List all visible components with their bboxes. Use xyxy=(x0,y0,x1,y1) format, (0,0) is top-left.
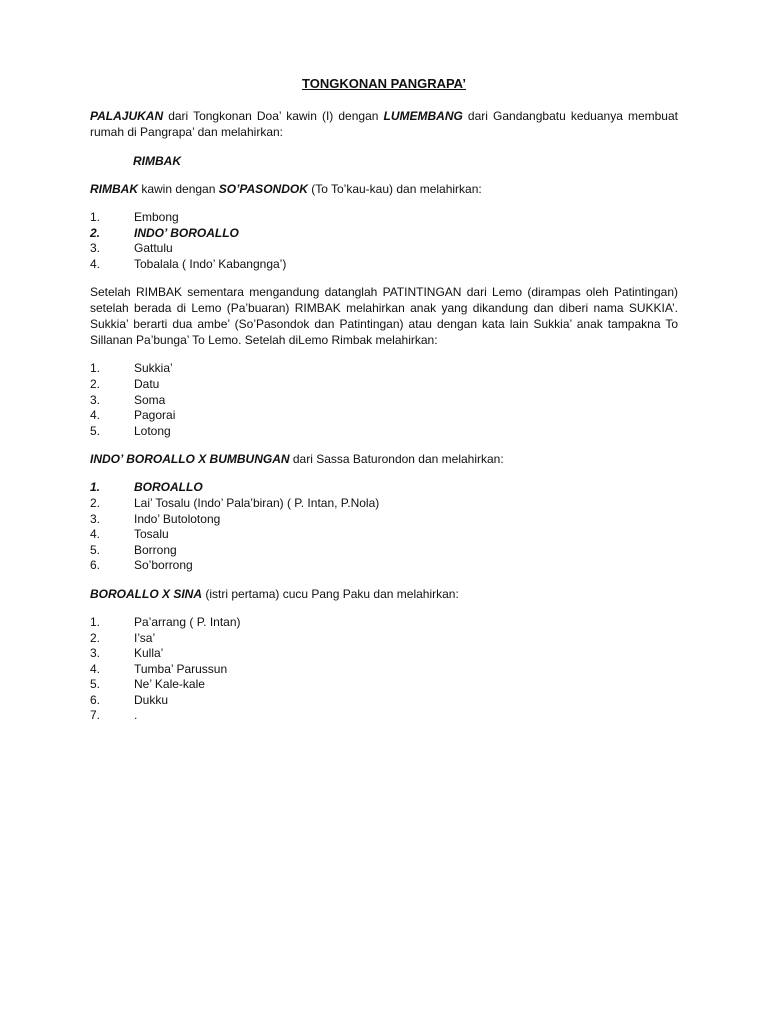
list-item-number: 2. xyxy=(90,225,101,240)
list-item xyxy=(90,693,678,709)
list-item xyxy=(90,393,678,409)
list-item-number: 3. xyxy=(90,511,101,526)
list-item-number: 5. xyxy=(90,423,101,438)
list-item-text: . xyxy=(134,708,138,723)
list-item-number: 4. xyxy=(90,527,101,542)
list-item xyxy=(90,646,678,662)
list-item xyxy=(90,241,678,257)
list-item xyxy=(90,257,678,273)
list-item-number: 1. xyxy=(90,480,101,495)
children-list-1 xyxy=(90,210,678,272)
list-item-number: 2. xyxy=(90,495,101,510)
paragraph-text: kawin dengan xyxy=(138,182,219,196)
list-item-text: Tobalala ( Indo’ Kabangnga’) xyxy=(134,256,287,271)
list-item-text: Lotong xyxy=(134,423,171,438)
list-item-text: Dukku xyxy=(134,692,169,707)
list-item-number: 6. xyxy=(90,692,101,707)
list-item-number: 4. xyxy=(90,256,101,271)
list-item-number: 2. xyxy=(90,630,101,645)
couple-name: BOROALLO X SINA xyxy=(90,586,203,601)
document-page xyxy=(90,76,678,736)
paragraph-text: dari Sassa Baturondon dan melahirkan: xyxy=(289,452,504,467)
list-item-text: Borrong xyxy=(134,542,177,557)
list-item-text: Ne’ Kale-kale xyxy=(134,677,205,692)
list-item-number: 6. xyxy=(90,558,101,573)
list-item-text: Tosalu xyxy=(134,527,169,542)
list-item-number: 5. xyxy=(90,542,101,557)
list-item xyxy=(90,408,678,424)
list-item xyxy=(90,210,678,226)
paragraph-intro xyxy=(90,108,678,140)
paragraph-text: dari Gandangbatu keduanya membuat rumah di Pangrapa’ dan melahirkan: xyxy=(90,109,678,139)
paragraph-text: (istri pertama) cucu Pang Paku dan melahirkan: xyxy=(202,586,459,601)
list-item-text: INDO’ BOROALLO xyxy=(134,225,239,240)
list-item-text: So’borrong xyxy=(134,558,193,573)
list-item-number: 3. xyxy=(90,646,101,661)
list-item xyxy=(90,662,678,678)
list-item-number: 1. xyxy=(90,210,101,224)
list-item-text: Soma xyxy=(134,392,166,407)
paragraph-indo-boroallo xyxy=(90,451,678,467)
person-name: RIMBAK xyxy=(90,182,138,196)
list-item xyxy=(90,480,678,496)
list-item xyxy=(90,677,678,693)
children-list-3 xyxy=(90,480,678,574)
list-item xyxy=(90,527,678,543)
list-item-text: Gattulu xyxy=(134,241,173,256)
child-name: RIMBAK xyxy=(133,154,181,168)
list-item-text: I’sa’ xyxy=(134,630,156,645)
list-item-number: 7. xyxy=(90,708,101,723)
couple-name: INDO’ BOROALLO X BUMBUNGAN xyxy=(90,452,290,467)
list-item-number: 1. xyxy=(90,614,101,629)
paragraph-text: dari Tongkonan Doa’ kawin (I) dengan xyxy=(163,109,384,123)
list-item-number: 2. xyxy=(90,376,101,391)
person-name: LUMEMBANG xyxy=(383,109,463,123)
list-item xyxy=(90,543,678,559)
list-item xyxy=(90,361,678,377)
list-item xyxy=(90,558,678,574)
list-item-text: Indo’ Butolotong xyxy=(134,511,221,526)
list-item-text: Embong xyxy=(134,210,179,224)
children-list-4 xyxy=(90,615,678,724)
list-item xyxy=(90,631,678,647)
list-item-text: Kulla’ xyxy=(134,646,164,661)
list-item-number: 3. xyxy=(90,241,101,256)
list-item xyxy=(90,377,678,393)
list-item-text: Lai’ Tosalu (Indo’ Pala’biran) ( P. Intan, P.Nola) xyxy=(134,495,380,510)
person-name: SO’PASONDOK xyxy=(218,182,308,196)
list-item-number: 5. xyxy=(90,677,101,692)
list-item-number: 3. xyxy=(90,392,101,407)
list-item-text: Tumba’ Parussun xyxy=(134,661,228,676)
list-item xyxy=(90,424,678,440)
paragraph-rimbak xyxy=(90,181,678,197)
paragraph-text: (To To’kau-kau) dan melahirkan: xyxy=(307,182,482,196)
list-item xyxy=(90,512,678,528)
list-item-text: Datu xyxy=(134,376,160,391)
person-name: PALAJUKAN xyxy=(90,109,164,123)
paragraph-patintingan: Setelah RIMBAK sementara mengandung datanglah PATINTINGAN dari Lemo (dirampas oleh Patintingan) setelah berada di Lemo (Pa’buaran) RIMBAK melahirkan anak yang dikandung dan diberi nama SUKKIA’. Sukkia’ berarti dua ambe’ (So’Pasondok dan Patintingan) atau dengan kata lain Sukkia’ anak tampakna To Sillanan Pa’bunga’ To Lemo. Setelah diLemo Rimbak melahirkan: xyxy=(90,285,678,348)
paragraph-boroallo xyxy=(90,586,678,602)
list-item-number: 4. xyxy=(90,408,101,423)
list-item-text: Pagorai xyxy=(134,408,176,423)
list-item xyxy=(90,226,678,242)
list-item-text: BOROALLO xyxy=(134,480,203,495)
list-item-number: 1. xyxy=(90,361,101,376)
list-item-text: Sukkia’ xyxy=(134,361,173,376)
document-title: TONGKONAN PANGRAPA’ xyxy=(302,76,466,91)
list-item xyxy=(90,708,678,724)
list-item-number: 4. xyxy=(90,661,101,676)
list-item-text: Pa’arrang ( P. Intan) xyxy=(134,614,241,629)
list-item xyxy=(90,615,678,631)
list-item xyxy=(90,496,678,512)
children-list-2 xyxy=(90,361,678,439)
